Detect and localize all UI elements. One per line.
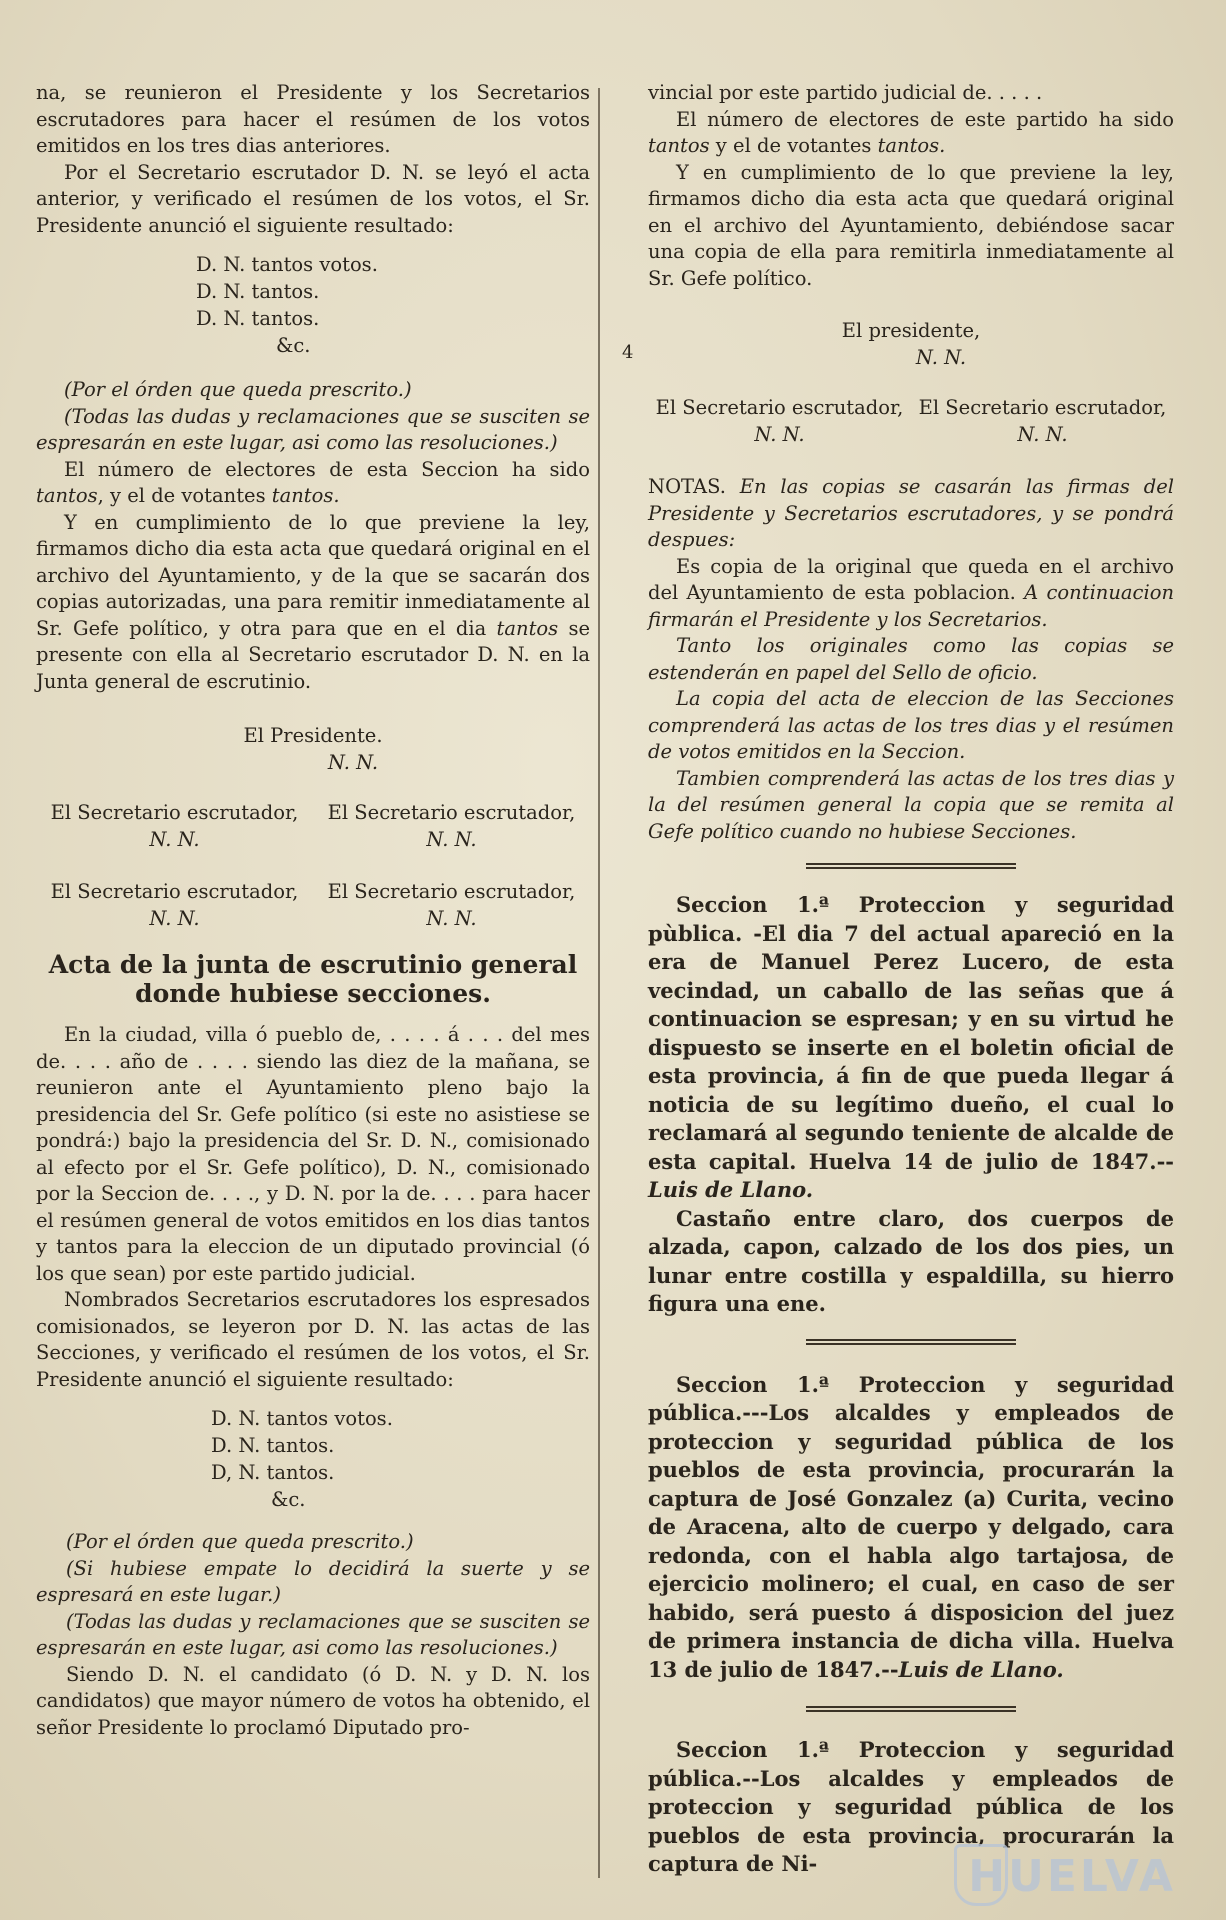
announcement: Seccion 1.ª Proteccion y seguridad pùblica. -El dia 7 del actual apareció en la era de Manuel Perez Lucero, de esta vecindad, un caballo de las señas que á continuacion se espresan; y en su virtud he dispuesto se inserte en el boletin oficial de esta provincia, á fin de que pueda llegar á noticia de su legítimo dueño, el cual lo reclamará al segundo teniente de alcalde de esta capital. Huelva 14 de julio de 1847.--Luis de Llano. [648,892,1174,1202]
announcement: Seccion 1.ª Proteccion y seguridad pública.--Los alcaldes y empleados de proteccion y seguridad pública de los pueblos de esta provincia, procurarán la captura de Ni- [648,1737,1174,1876]
note: (Todas las dudas y reclamaciones que se susciten se espresarán en este lugar, asi como las resoluciones.) [36,1609,590,1659]
result-line: &c. [271,1488,306,1511]
note: La copia del acta de eleccion de las Secciones comprenderá las actas de los tres dias y el resúmen de votos emitidos en la Seccion. [648,687,1174,763]
result-line: D. N. tantos votos. [196,253,378,276]
left-column [36,80,590,1741]
note: (Por el órden que queda prescrito.) [66,1530,414,1553]
paragraph: Nombrados Secretarios escrutadores los espresados comisionados, se leyeron por D. N. las actas de las Secciones, y verificado el resúmen de los votos, el Sr. Presidente anunció el siguiente resultado: [36,1288,590,1391]
note: (Todas las dudas y reclamaciones que se susciten se espresarán en este lugar, asi como las resoluciones.) [36,404,590,454]
result-line: D, N. tantos. [211,1461,335,1484]
paragraph: na, se reunieron el Presidente y los Secretarios escrutadores para hacer el resúmen de los votos emitidos en los tres dias anteriores. [36,81,590,157]
separator [806,1706,1016,1708]
result-line: &c. [276,334,311,357]
note: Tanto los originales como las copias se estenderán en papel del Sello de oficio. [648,634,1174,684]
paragraph: Por el Secretario escrutador D. N. se leyó el acta anterior, y verificado el resúmen de los votos, el Sr. Presidente anunció el siguiente resultado: [36,160,590,237]
paragraph: Y en cumplimiento de lo que previene la ley, firmamos dicho dia esta acta que quedará original en el archivo del Ayuntamiento, debiéndose sacar una copia de ella para remitirla inmediatamente al Sr. Gefe político. [648,160,1174,290]
secretary-signatures: El Secretario escrutador, N. N. El Secretario escrutador, N. N. [655,396,1167,446]
paragraph: El número de electores de este partido ha sido tantos y el de votantes tantos. [648,107,1174,157]
result-line: D. N. tantos votos. [211,1407,393,1430]
announcement-description: Castaño entre claro, dos cuerpos de alzada, capon, calzado de los dos pies, un lunar entre costilla y espaldilla, su hierro figura una ene. [648,1205,1174,1316]
right-column [648,80,1174,1879]
results-list [196,251,590,359]
note: (Por el órden que queda prescrito.) [64,378,412,401]
result-line: D. N. tantos. [196,307,320,330]
note: (Si hubiese empate lo decidirá la suerte y se espresará en este lugar.) [36,1556,590,1606]
result-line: D. N. tantos. [211,1434,335,1457]
announcement: Seccion 1.ª Proteccion y seguridad pública.---Los alcaldes y empleados de proteccion y seguridad pública de los pueblos de esta provincia, procurarán la captura de José Gonzalez (a) Curita, vecino de Aracena, alto de cuerpo y delgado, cara redonda, con el habla algo tartajosa, de ejercicio molinero; el cual, en caso de ser habido, será puesto á disposicion del juez de primera instancia de dicha villa. Huelva 13 de julio de 1847.--Luis de Llano. [648,1371,1174,1682]
paragraph: En la ciudad, villa ó pueblo de, . . . . á . . . del mes de. . . . año de . . . . siendo las diez de la mañana, se reunieron ante el Ayuntamiento pleno bajo la presidencia del Sr. Gefe político (si este no asistiese se pondrá:) bajo la presidencia del Sr. D. N., comisionado al efecto por el Sr. Gefe político), D. N., comisionado por la Seccion de. . . ., y D. N. por la de. . . . para hacer el resúmen general de votos emitidos en los dias tantos y tantos para la eleccion de un diputado provincial (ó los que sean) por este partido judicial. [36,1023,590,1285]
separator [806,863,1016,865]
secretary-signatures: El Secretario escrutador, N. N. El Secretario escrutador, N. N. [50,880,576,930]
paragraph: Es copia de la original que queda en el archivo del Ayuntamiento de esta poblacion. A continuacion firmarán el Presidente y los Secretarios. [648,554,1174,631]
president-signature: El presidente, N. N. [841,319,981,369]
paragraph: vincial por este partido judicial de. . . . . [648,81,1043,104]
paragraph: El número de electores de esta Seccion ha sido tantos, y el de votantes tantos. [36,457,590,507]
secretary-signatures: El Secretario escrutador, N. N. El Secretario escrutador, N. N. [50,801,576,851]
notes: NOTAS. En las copias se casarán las firmas del Presidente y Secretarios escrutadores, y se pondrá despues: [648,475,1174,551]
result-line: D. N. tantos. [196,280,320,303]
watermark: HUELVA [968,1851,1176,1902]
page-number: 4 [622,342,634,363]
paragraph: Y en cumplimiento de lo que previene la ley, firmamos dicho dia esta acta que quedará original en el archivo del Ayuntamiento, y de la que se sacarán dos copias autorizadas, una para remitir inmediatamente al Sr. Gefe político, y otra para que en el dia tantos se presente con ella al Secretario escrutador D. N. en la Junta general de escrutinio. [36,510,590,693]
section-title: Acta de la junta de escrutinio general donde hubiese secciones. [48,950,578,1008]
note: Tambien comprenderá las actas de los tres dias y la del resúmen general la copia que se remita al Gefe político cuando no hubiese Secciones. [648,766,1174,843]
column-divider [598,88,600,1878]
results-list [211,1405,590,1513]
president-signature: El Presidente. N. N. [243,724,383,774]
separator [806,1339,1016,1341]
paragraph: Siendo D. N. el candidato (ó D. N. y D. N. los candidatos) que mayor número de votos ha obtenido, el señor Presidente lo proclamó Diputado pro- [36,1662,590,1739]
